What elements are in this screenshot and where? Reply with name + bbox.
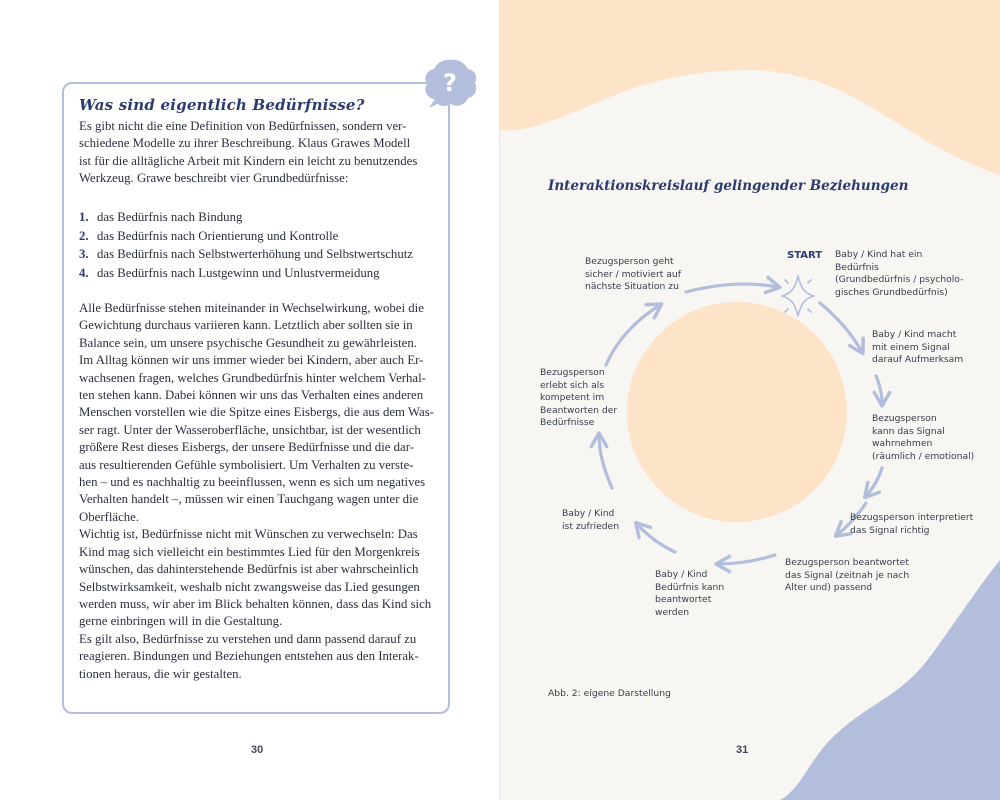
list-number: 1. xyxy=(79,210,89,224)
arrow-icon xyxy=(637,524,675,552)
needs-list xyxy=(79,208,413,282)
list-item xyxy=(79,208,413,227)
diagram-title: Interaktionskreislauf gelingender Beziehungen xyxy=(548,178,909,194)
step-label: Baby / Kind Bedürfnis kann beantwortet werden xyxy=(655,569,725,618)
text-line: hen – und es nachhaltig zu beeinflussen, wenn es sich um negatives xyxy=(79,475,426,490)
main-paragraph xyxy=(79,300,441,683)
step-label: Baby / Kind macht mit einem Signal darauf Aufmerksam xyxy=(872,329,964,366)
text-line: Selbstwirksamkeit, weshalb nicht zwangsweise das Lied gesungen xyxy=(79,579,420,594)
list-text: das Bedürfnis nach Selbstwerterhöhung und Selbstwertschutz xyxy=(97,247,413,262)
question-bubble-icon xyxy=(421,56,479,112)
start-label: START xyxy=(787,250,823,261)
step-label: Baby / Kind ist zufrieden xyxy=(562,508,620,532)
text-line: Oberfläche. xyxy=(79,509,140,524)
text-line: ten stehen kann. Dabei können wir uns das Verhalten eines anderen xyxy=(79,388,424,403)
arrow-icon xyxy=(866,468,882,496)
list-text: das Bedürfnis nach Orientierung und Kontrolle xyxy=(97,228,339,243)
arrow-icon xyxy=(820,303,862,352)
center-circle xyxy=(627,302,847,522)
text-line: Werkzeug. Grawe beschreibt vier Grundbedürfnisse: xyxy=(79,171,349,186)
text-line: Es gibt nicht die eine Definition von Bedürfnissen, sondern ver- xyxy=(79,119,407,133)
text-line: Wichtig ist, Bedürfnisse nicht mit Wünschen zu verwechseln: Das xyxy=(79,527,418,542)
step-label: Bezugsperson geht sicher / motiviert auf nächste Situation zu xyxy=(585,256,681,293)
text-line: Menschen vorstellen wie die Spitze eines Eisbergs, die aus dem Was- xyxy=(79,405,434,420)
list-item xyxy=(79,227,413,246)
text-line: schiedene Modelle zu ihrer Beschreibung. Klaus Grawes Modell xyxy=(79,136,411,151)
text-line: Im Alltag können wir uns immer wieder bei Kindern, aber auch Er- xyxy=(79,353,424,368)
text-line: Balance sein, um unsere psychische Gesundheit zu gewährleisten. xyxy=(79,335,417,350)
text-line: wünschen, das dahinterstehende Bedürfnis ist aber wahrscheinlich xyxy=(79,562,419,577)
intro-paragraph xyxy=(79,118,439,188)
step-label: Bezugsperson interpretiert das Signal richtig xyxy=(850,512,974,536)
text-line: Alle Bedürfnisse stehen miteinander in Wechselwirkung, wobei die xyxy=(79,301,424,315)
text-line: Gewichtung durchaus variieren kann. Letztlich aber sollten sie in xyxy=(79,318,413,333)
list-item xyxy=(79,245,413,264)
list-text: das Bedürfnis nach Bindung xyxy=(97,210,243,224)
list-item xyxy=(79,264,413,283)
step-label: Bezugsperson erlebt sich als kompetent im Beantworten der Bedürfnisse xyxy=(540,367,618,429)
text-line: werden muss, wir aber im Blick behalten können, dass das Kind sich xyxy=(79,596,432,611)
figure-caption: Abb. 2: eigene Darstellung xyxy=(548,688,671,699)
text-line: ist für die alltägliche Arbeit mit Kindern ein leicht zu benutzendes xyxy=(79,153,418,168)
arrow-icon xyxy=(718,555,775,564)
page-number-left: 30 xyxy=(251,744,264,756)
list-number: 4. xyxy=(79,265,89,280)
list-text: das Bedürfnis nach Lustgewinn und Unlustvermeidung xyxy=(97,265,380,280)
text-line: größere Rest dieses Eisbergs, der unsere Bedürfnisse und die dar- xyxy=(79,440,414,455)
text-line: tionen heraus, die wir gestalten. xyxy=(79,666,242,681)
text-line: ser ragt. Unter der Wasseroberfläche, unsichtbar, ist der wesentlich xyxy=(79,422,421,437)
step-label: Bezugsperson kann das Signal wahrnehmen (räumlich / emotional) xyxy=(872,413,975,462)
right-page xyxy=(500,0,1000,800)
step-label: Bezugsperson beantwortet das Signal (zeitnah je nach Alter und) passend xyxy=(785,557,910,594)
list-number: 3. xyxy=(79,247,89,262)
text-line: reagieren. Bindungen und Beziehungen entstehen aus den Interak- xyxy=(79,649,419,664)
text-line: Kind mag sich vielleicht ein bestimmtes Lied für den Morgenkreis xyxy=(79,544,420,559)
arrow-icon xyxy=(599,435,612,488)
text-line: gerne einbringen will in die Gestaltung. xyxy=(79,614,283,629)
arrow-icon xyxy=(876,376,882,404)
arrow-icon xyxy=(686,284,778,292)
svg-text:?: ? xyxy=(443,69,457,97)
sparkle-icon xyxy=(782,276,814,316)
text-line: aus resultierenden Gefühle symbolisiert. Um Verhalten zu verste- xyxy=(79,457,414,472)
list-number: 2. xyxy=(79,228,89,243)
text-line: Es gilt also, Bedürfnisse zu verstehen und dann passend darauf zu xyxy=(79,631,417,646)
text-line: wachsenen fragen, welches Grundbedürfnis hinter welchem Verhal- xyxy=(79,370,426,385)
step-label: Baby / Kind hat ein Bedürfnis (Grundbedürfnis / psycholo- gisches Grundbedürfnis) xyxy=(835,249,964,298)
box-title: Was sind eigentlich Bedürfnisse? xyxy=(79,96,365,114)
page-number-right: 31 xyxy=(736,744,749,756)
text-line: Verhalten handelt –, müssen wir einen Tauchgang wagen unter die xyxy=(79,492,419,507)
